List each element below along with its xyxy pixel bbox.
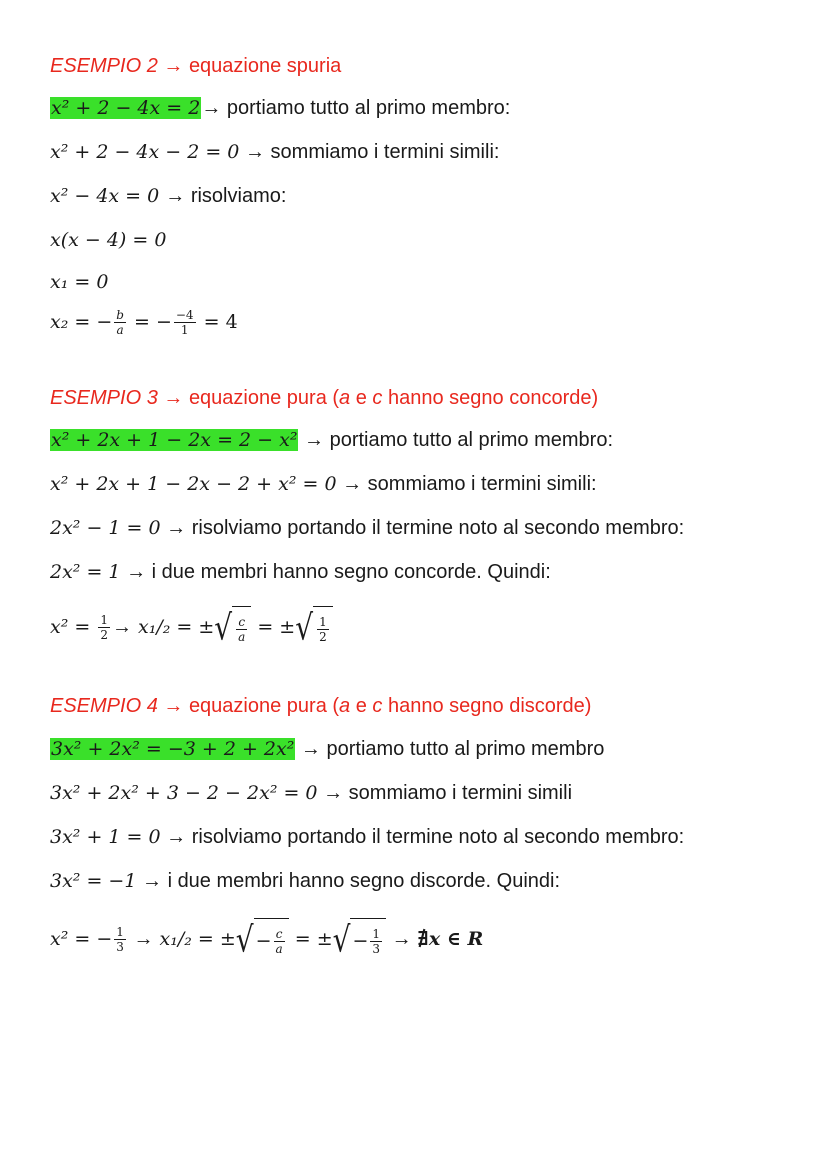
esempio-3-line-5: x² = $\frac{1}{2}$ → x₁/₂ = ±√ $\frac{c}{a}$ = ±√ $\frac{1}{2}$: [50, 606, 333, 649]
fraction: $\frac{1}{2}$: [100, 613, 108, 642]
fraction: $\frac{1}{3}$: [372, 927, 381, 957]
arrow-icon: →: [323, 782, 344, 804]
esempio-2-line-3: x² − 4x = 0 → risolviamo:: [50, 185, 287, 207]
esempio-3-line-4: 2x² = 1 → i due membri hanno segno concorde. Quindi:: [50, 561, 551, 583]
arrow-icon: →: [300, 738, 321, 760]
square-root: √ $\frac{1}{2}$: [295, 606, 332, 649]
arrow-icon: →: [142, 870, 162, 892]
highlighted-equation: x² + 2x + 1 − 2x = 2 − x²: [51, 429, 298, 451]
esempio-4-line-3: 3x² + 1 = 0 → risolviamo portando il termine noto al secondo membro:: [50, 826, 685, 848]
esempio-2-line-6: x₂ = − $\frac{b}{a}$ = − $\frac{-4}{1}$ = 4: [50, 308, 238, 338]
arrow-icon: →: [244, 141, 265, 163]
esempio-2-line-5: x₁ = 0: [50, 271, 109, 293]
highlighted-equation: 3x² + 2x² = −3 + 2 + 2x²: [51, 738, 295, 760]
arrow-icon: →: [111, 615, 132, 638]
esempio-3-title: ESEMPIO 3 → equazione pura (a e c hanno segno concorde): [50, 387, 599, 409]
fraction: $\frac{1}{2}$: [319, 615, 327, 645]
fraction: $\frac{c}{a}$: [275, 927, 283, 957]
esempio-3-line-2: x² + 2x + 1 − 2x − 2 + x² = 0 → sommiamo i termini simili:: [50, 473, 597, 495]
square-root: √ − $\frac{c}{a}$: [236, 918, 289, 961]
arrow-icon: →: [342, 473, 363, 495]
fraction: $\frac{-4}{1}$: [175, 308, 194, 338]
esempio-3-line-3: 2x² − 1 = 0 → risolviamo portando il termine noto al secondo membro:: [50, 517, 685, 539]
arrow-icon: →: [163, 387, 184, 409]
fraction: $\frac{b}{a}$: [116, 308, 124, 338]
arrow-icon: →: [304, 429, 325, 451]
arrow-icon: →: [201, 97, 222, 119]
arrow-icon: →: [163, 695, 184, 717]
esempio-2-line-2: x² + 2 − 4x − 2 = 0 → sommiamo i termini simili:: [50, 141, 500, 163]
square-root: √ − $\frac{1}{3}$: [333, 918, 386, 961]
arrow-icon: →: [391, 927, 412, 950]
esempio-2-line-1: x² + 2 − 4x = 2→ portiamo tutto al primo membro:: [51, 97, 511, 119]
arrow-icon: →: [166, 826, 187, 848]
esempio-4-line-5: x² = − $\frac{1}{3}$ → x₁/₂ = ±√ − $\frac{c}{a}$ = ±√ − $\frac{1}{3}$ → ∄x ∈ R: [50, 918, 484, 960]
arrow-icon: →: [163, 55, 184, 77]
esempio-2-title: ESEMPIO 2 → equazione spuria: [50, 55, 342, 77]
fraction: $\frac{c}{a}$: [238, 615, 246, 645]
arrow-icon: →: [126, 561, 147, 583]
esempio-3-line-1: x² + 2x + 1 − 2x = 2 − x² → portiamo tutto al primo membro:: [51, 429, 614, 451]
arrow-icon: →: [133, 927, 154, 950]
highlighted-equation: x² + 2 − 4x = 2: [51, 97, 201, 119]
square-root: √ $\frac{c}{a}$: [214, 606, 251, 649]
esempio-4-line-2: 3x² + 2x² + 3 − 2 − 2x² = 0 → sommiamo i termini simili: [50, 782, 573, 804]
arrow-icon: →: [166, 517, 187, 539]
esempio-4-line-4: 3x² = −1 → i due membri hanno segno discorde. Quindi:: [50, 870, 561, 892]
esempio-4-title: ESEMPIO 4 → equazione pura (a e c hanno segno discorde): [50, 695, 592, 717]
fraction: $\frac{1}{3}$: [116, 925, 124, 954]
esempio-2-line-4: x(x − 4) = 0: [50, 229, 167, 251]
esempio-4-line-1: 3x² + 2x² = −3 + 2 + 2x² → portiamo tutto al primo membro: [51, 738, 605, 760]
arrow-icon: →: [165, 185, 186, 207]
